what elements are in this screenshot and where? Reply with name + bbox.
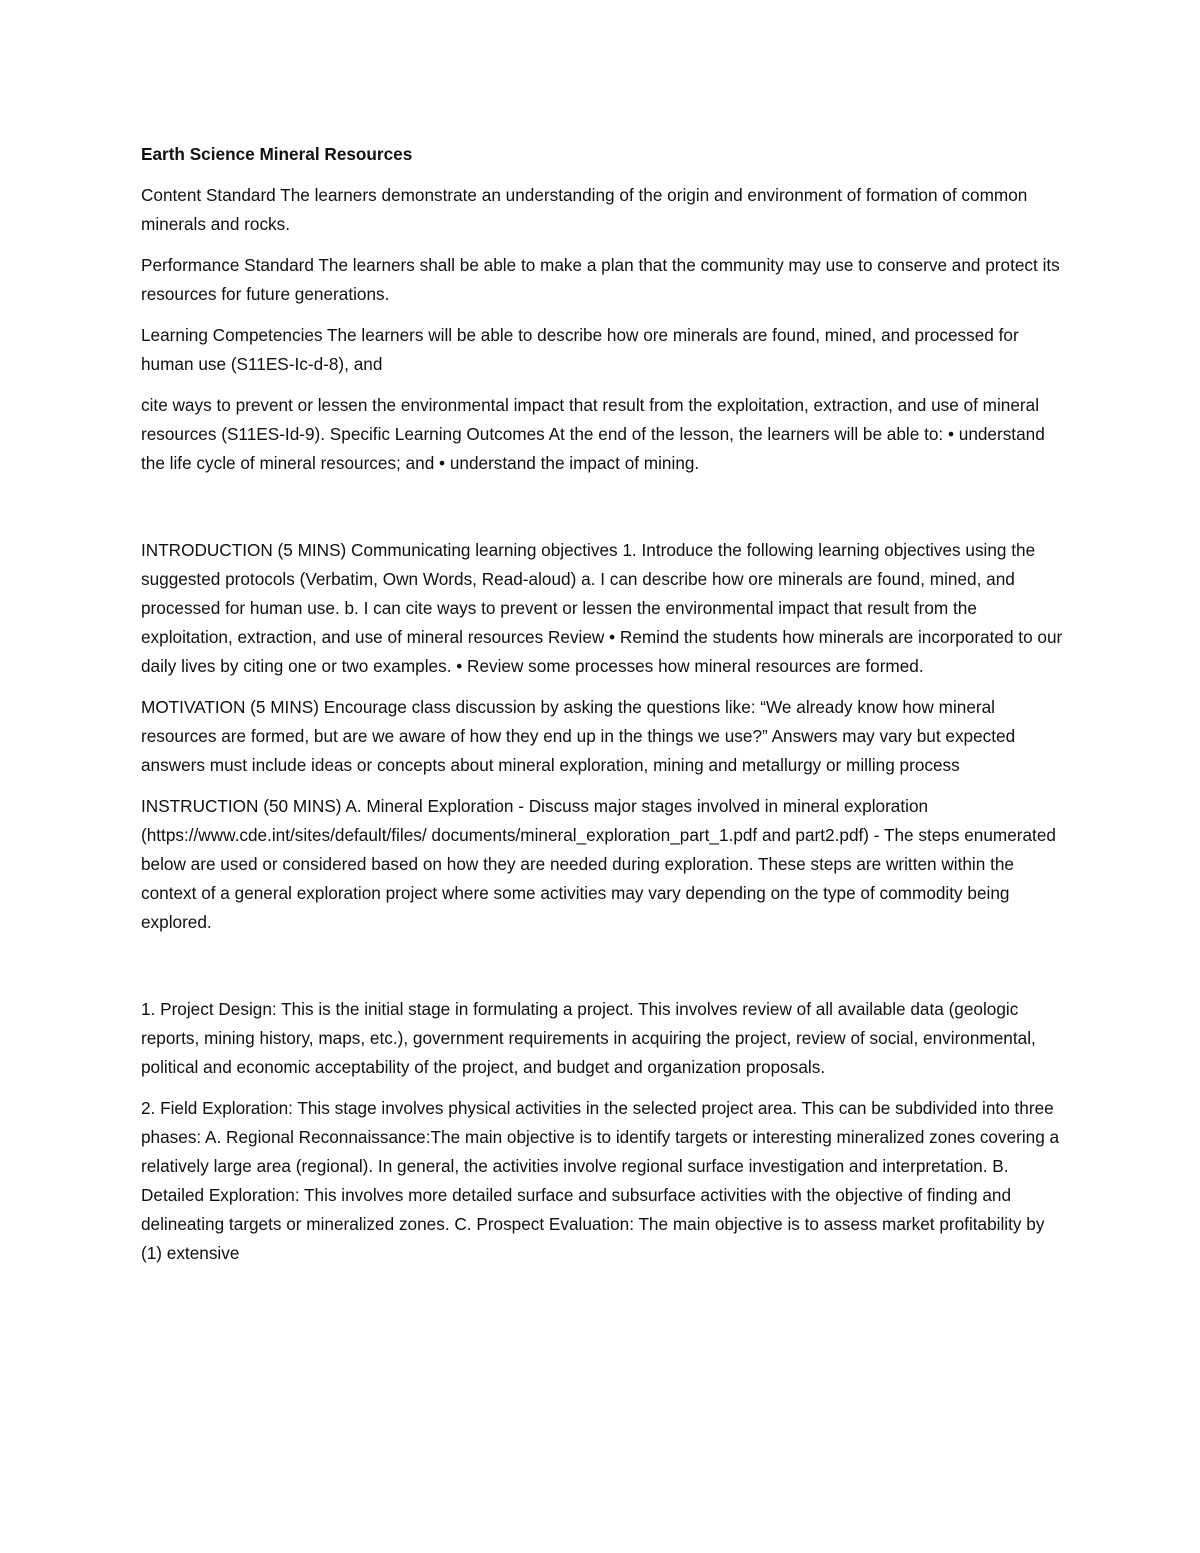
motivation-paragraph: MOTIVATION (5 MINS) Encourage class discussion by asking the questions like: “We already know how mineral resources are formed, but are we aware of how they end up in the things we use?” Answers may vary but expected answers must include ideas or concepts about mineral exploration, mining and metallurgy or milling process — [141, 697, 1016, 775]
content-standard-paragraph: Content Standard The learners demonstrate an understanding of the origin and environment of formation of common minerals and rocks. — [141, 185, 1028, 234]
spacer — [141, 949, 1066, 995]
learning-competencies-paragraph: Learning Competencies The learners will be able to describe how ore minerals are found, mined, and processed for human use (S11ES-Ic-d-8), and — [141, 325, 1019, 374]
document-body — [141, 140, 1066, 1280]
project-design-paragraph: 1. Project Design: This is the initial stage in formulating a project. This involves review of all available data (geologic reports, mining history, maps, etc.), government requirements in acquiring the project, review of social, environmental, political and economic acceptability of the project, and budget and organization proposals. — [141, 999, 1036, 1077]
instruction-paragraph: INSTRUCTION (50 MINS) A. Mineral Exploration - Discuss major stages involved in mineral exploration (https://www.cde.int/sites/default/files/ documents/mineral_exploration_part_1.pdf and part2.pdf) - The steps enumerated below are used or considered based on how they are needed during exploration. These steps are written within the context of a general exploration project where some activities may vary depending on the type of commodity being explored. — [141, 796, 1056, 932]
field-exploration-paragraph: 2. Field Exploration: This stage involves physical activities in the selected project area. This can be subdivided into three phases: A. Regional Reconnaissance:The main objective is to identify targets or interesting mineralized zones covering a relatively large area (regional). In general, the activities involve regional surface investigation and interpretation. B. Detailed Exploration: This involves more detailed surface and subsurface activities with the objective of finding and delineating targets or mineralized zones. C. Prospect Evaluation: The main objective is to assess market profitability by (1) extensive — [141, 1098, 1060, 1263]
performance-standard-paragraph: Performance Standard The learners shall be able to make a plan that the community may use to conserve and protect its resources for future generations. — [141, 255, 1060, 304]
learning-outcomes-paragraph: cite ways to prevent or lessen the environmental impact that result from the exploitation, extraction, and use of mineral resources (S11ES-Id-9). Specific Learning Outcomes At the end of the lesson, the learners will be able to: • understand the life cycle of mineral resources; and • understand the impact of mining. — [141, 395, 1045, 473]
introduction-paragraph: INTRODUCTION (5 MINS) Communicating learning objectives 1. Introduce the following learning objectives using the suggested protocols (Verbatim, Own Words, Read-aloud) a. I can describe how ore minerals are found, mined, and processed for human use. b. I can cite ways to prevent or lessen the environmental impact that result from the exploitation, extraction, and use of mineral resources Review • Remind the students how minerals are incorporated to our daily lives by citing one or two examples. • Review some processes how mineral resources are formed. — [141, 540, 1063, 676]
spacer — [141, 490, 1066, 536]
document-title: Earth Science Mineral Resources — [141, 144, 413, 164]
